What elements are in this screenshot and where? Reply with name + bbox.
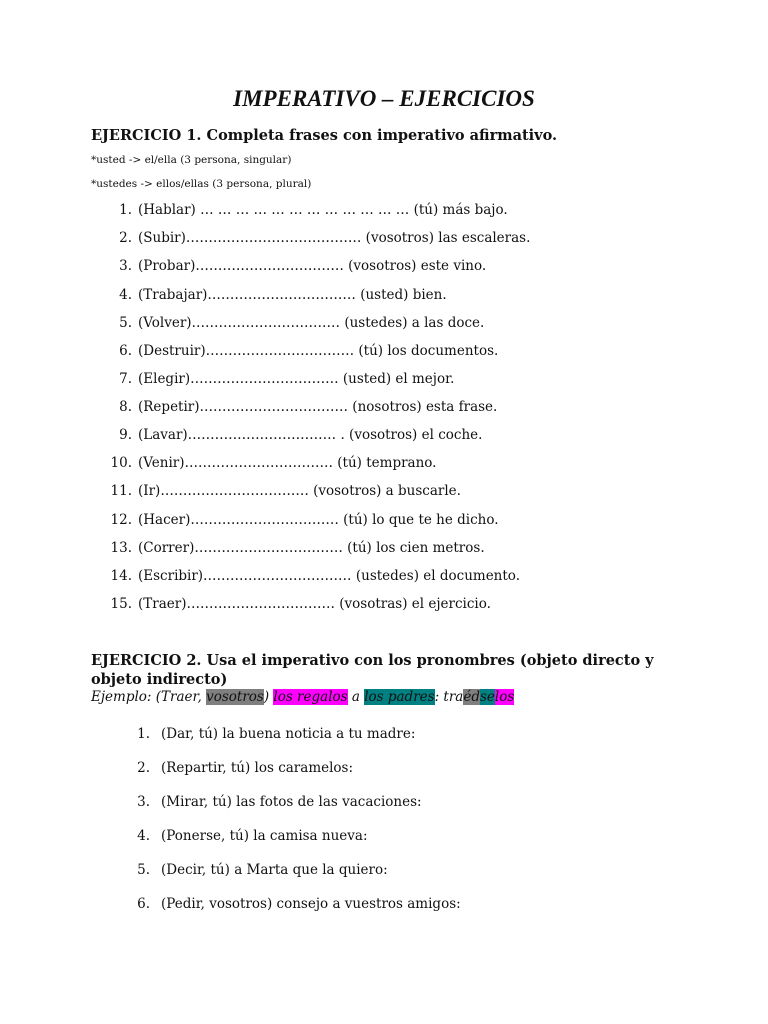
item-number: 15. [110,596,132,612]
item-text: (Probar)…………………………… (vosotros) este vino. [138,258,487,274]
item-number: 5. [137,862,150,878]
item-number: 10. [110,455,132,471]
note-usted: *usted -> el/ella (3 persona, singular) [91,154,292,166]
item-text: (Repetir)…………………………… (nosotros) esta frase. [138,399,498,415]
item-number: 6. [119,343,132,359]
item-text: (Decir, tú) a Marta que la quiero: [161,862,388,878]
item-text: (Hablar) … … … … … … … … … … … … (tú) más bajo. [138,202,508,218]
item-text: (Repartir, tú) los caramelos: [161,760,354,776]
highlight-padres: los padres [364,689,435,705]
item-text: (Escribir)…………………………… (ustedes) el documento. [138,568,520,584]
example-prefix: Ejemplo: (Traer, [91,689,207,705]
item-number: 4. [137,828,150,844]
item-text: (Correr)…………………………… (tú) los cien metros. [138,540,485,556]
item-number: 2. [137,760,150,776]
item-number: 3. [137,794,150,810]
item-number: 1. [137,726,150,742]
example-text: : tra [434,689,464,705]
item-number: 6. [137,896,150,912]
highlight-se: se [480,689,495,705]
example-line [91,689,514,705]
item-text: (Traer)…………………………… (vosotras) el ejercicio. [138,596,491,612]
example-text: a [347,689,365,705]
item-number: 8. [119,399,132,415]
item-text: (Trabajar)…………………………… (usted) bien. [138,287,447,303]
page-title: IMPERATIVO – EJERCICIOS [233,86,535,111]
exercise-2-heading: EJERCICIO 2. Usa el imperativo con los pronombres (objeto directo y objeto indirecto) [91,652,654,688]
note-ustedes: *ustedes -> ellos/ellas (3 persona, plural) [91,178,312,190]
item-text: (Elegir)…………………………… (usted) el mejor. [138,371,455,387]
item-text: (Dar, tú) la buena noticia a tu madre: [161,726,416,742]
example-text: ) [263,689,274,705]
item-number: 5. [119,315,132,331]
item-text: (Volver)…………………………… (ustedes) a las doce. [138,315,485,331]
item-text: (Ponerse, tú) la camisa nueva: [161,828,368,844]
item-number: 4. [119,287,132,303]
item-number: 12. [110,512,132,528]
item-number: 7. [119,371,132,387]
item-number: 1. [119,202,132,218]
item-text: (Lavar)…………………………… . (vosotros) el coche. [138,427,483,443]
item-number: 13. [110,540,132,556]
item-number: 14. [110,568,132,584]
item-number: 11. [110,483,132,499]
item-text: (Hacer)…………………………… (tú) lo que te he dicho. [138,512,499,528]
highlight-regalos: los regalos [273,689,348,705]
item-number: 3. [119,258,132,274]
item-text: (Ir)…………………………… (vosotros) a buscarle. [138,483,461,499]
highlight-los: los [494,689,515,705]
item-text: (Mirar, tú) las fotos de las vacaciones: [161,794,422,810]
item-text: (Subir)………………………………… (vosotros) las escaleras. [138,230,531,246]
exercise-1-heading: EJERCICIO 1. Completa frases con imperativo afirmativo. [91,127,558,144]
item-number: 9. [119,427,132,443]
item-text: (Venir)…………………………… (tú) temprano. [138,455,437,471]
item-number: 2. [119,230,132,246]
item-text: (Pedir, vosotros) consejo a vuestros amigos: [161,896,461,912]
highlight-vosotros: vosotros [206,689,264,705]
highlight-ed: éd [463,689,480,705]
item-text: (Destruir)…………………………… (tú) los documentos. [138,343,499,359]
